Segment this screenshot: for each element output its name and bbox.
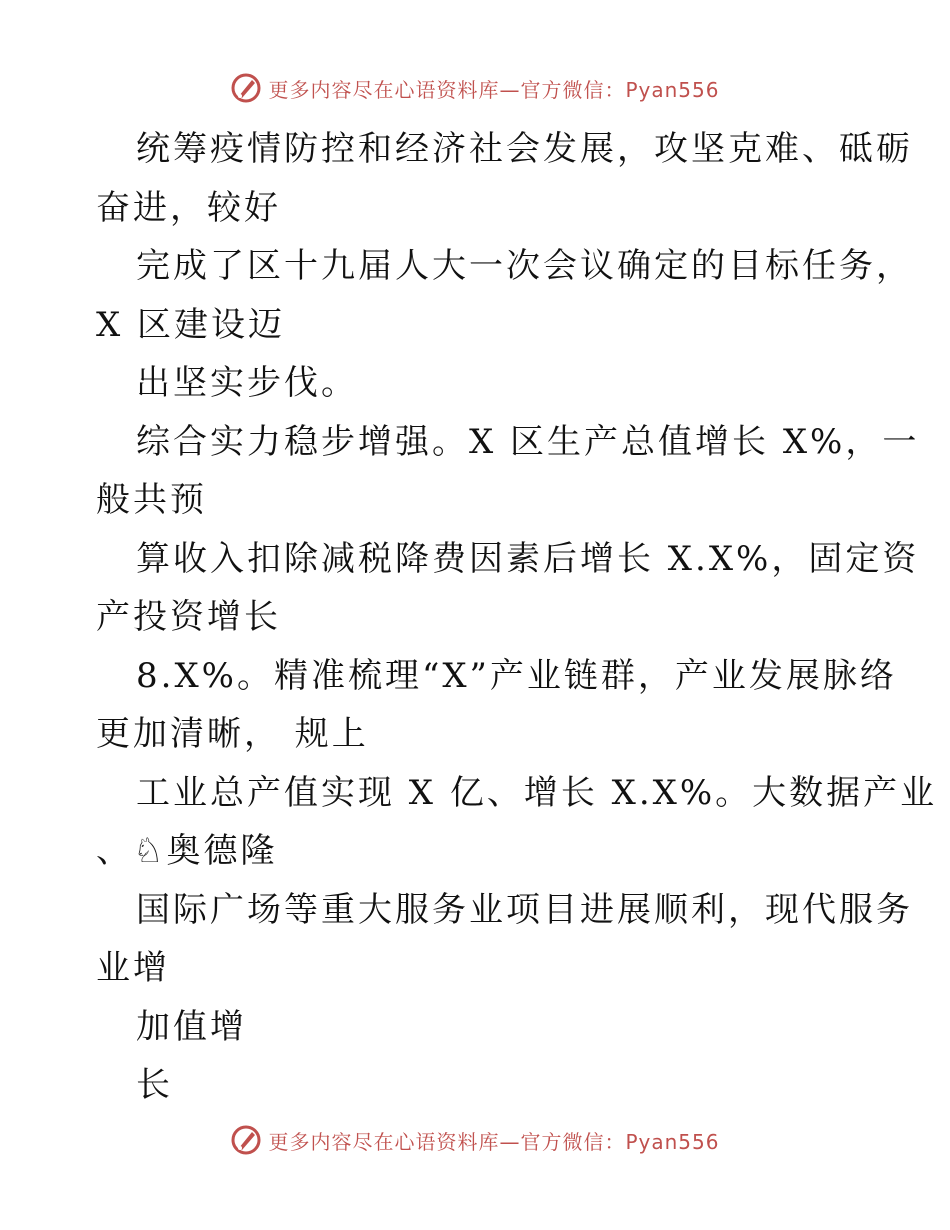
text-line: 国际广场等重大服务业项目进展顺利，现代服务 (136, 889, 913, 930)
pen-logo-icon (230, 1124, 262, 1156)
pen-logo-icon (230, 72, 262, 104)
text-line: 出坚实步伐。 (136, 363, 358, 403)
text-line: 产投资增长 (96, 597, 281, 637)
text-line: 统筹疫情防控和经济社会发展，攻坚克难、砥砺 (136, 129, 913, 169)
header-watermark (0, 72, 950, 104)
text-line: 长 (136, 1065, 173, 1105)
text-line: X 区建设迈 (96, 304, 286, 345)
text-line: 业增 (96, 948, 170, 988)
text-line: 算收入扣除减税降费因素后增长 X.X%，固定资 (136, 538, 920, 579)
text-line: 、♘奥德隆 (96, 831, 278, 871)
text-line: 加值增 (136, 1006, 247, 1047)
watermark-text: 更多内容尽在心语资料库—官方微信：Pyan556 (268, 1129, 720, 1154)
footer-watermark (0, 1124, 950, 1156)
text-line: 般共预 (96, 480, 207, 520)
text-line: 更加清晰， 规上 (96, 714, 369, 754)
text-line: 工业总产值实现 X 亿、增长 X.X%。大数据产业 (136, 772, 938, 813)
document-body (96, 120, 938, 1115)
text-line: 奋进，较好 (96, 187, 281, 228)
text-line: 完成了区十九届人大一次会议确定的目标任务， (136, 246, 913, 286)
watermark-text: 更多内容尽在心语资料库—官方微信：Pyan556 (268, 77, 720, 102)
text-line: 综合实力稳步增强。X 区生产总值增长 X%，一 (136, 421, 920, 462)
text-line: 8.X%。精准梳理“X”产业链群，产业发展脉络 (136, 655, 897, 696)
